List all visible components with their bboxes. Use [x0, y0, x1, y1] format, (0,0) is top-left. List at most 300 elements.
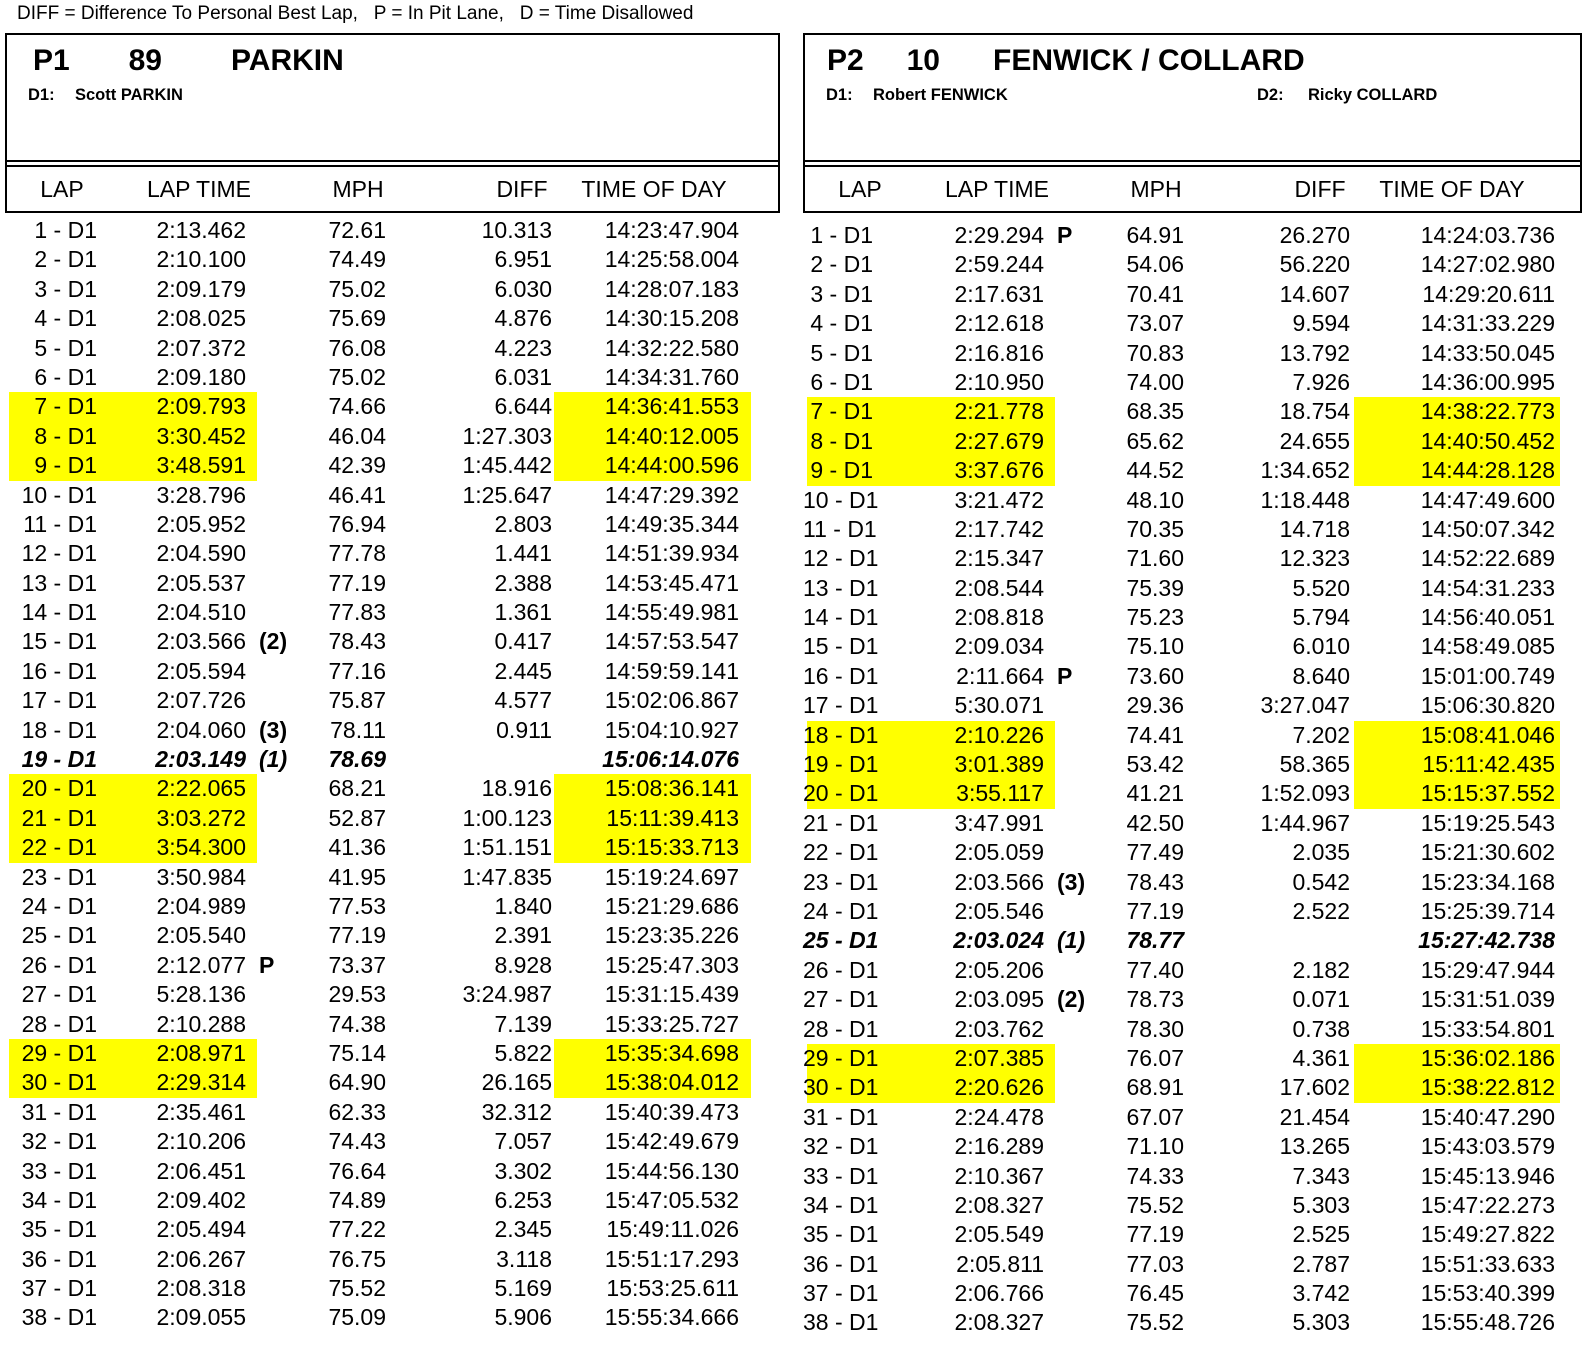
- lap-cell: 26 - D1: [803, 956, 879, 983]
- lap-row: [803, 427, 1582, 456]
- lap-row: [5, 539, 780, 568]
- mph-cell: 75.52: [328, 1275, 386, 1302]
- lap-cell: 34 - D1: [803, 1191, 879, 1218]
- diff-cell: 14.718: [1279, 515, 1350, 542]
- time-of-day-cell: 14:29:20.611: [1422, 280, 1555, 307]
- mph-cell: 74.49: [328, 246, 386, 273]
- lap-row: [5, 363, 780, 392]
- diff-cell: 1.361: [494, 599, 552, 626]
- diff-cell: 17.602: [1279, 1074, 1350, 1101]
- column-header-lap: LAP: [838, 176, 882, 202]
- lap-cell: 25 - D1: [803, 927, 879, 954]
- lap-time-cell: 2:04.510: [156, 599, 246, 626]
- driver-label: D1:: [28, 86, 55, 104]
- mph-cell: 72.61: [328, 217, 386, 243]
- lap-row: [803, 397, 1582, 426]
- diff-cell: 2.035: [1292, 839, 1350, 866]
- lap-row: [5, 216, 780, 245]
- time-of-day-cell: 14:25:58.004: [604, 246, 739, 273]
- lap-row: [5, 774, 780, 803]
- note-cell: (2): [259, 628, 288, 655]
- note-cell: P: [259, 951, 275, 978]
- lap-time-cell: 2:35.461: [156, 1098, 246, 1125]
- lap-row: [5, 510, 780, 539]
- lap-cell: 31 - D1: [21, 1098, 97, 1125]
- legend-text: DIFF = Difference To Personal Best Lap, P = In Pit Lane, D = Time Disallowed: [17, 3, 694, 24]
- mph-cell: 77.49: [1126, 839, 1184, 866]
- diff-cell: 6.253: [494, 1186, 552, 1213]
- lap-cell: 13 - D1: [21, 569, 97, 596]
- diff-cell: 18.754: [1279, 398, 1350, 425]
- panel-header: [7, 35, 778, 160]
- column-header-lap-time: LAP TIME: [147, 176, 251, 202]
- time-of-day-cell: 15:43:03.579: [1420, 1133, 1555, 1160]
- lap-row: [5, 1186, 780, 1215]
- lap-time-cell: 2:17.631: [954, 280, 1044, 307]
- lap-row: [803, 1220, 1582, 1249]
- time-of-day-cell: 15:23:35.226: [604, 922, 739, 949]
- lap-cell: 32 - D1: [803, 1133, 879, 1160]
- lap-row: [803, 603, 1582, 632]
- time-of-day-cell: 14:44:00.596: [604, 452, 739, 479]
- diff-cell: 2.445: [494, 657, 552, 684]
- lap-time-cell: 3:48.591: [156, 452, 246, 479]
- time-of-day-cell: 14:38:22.773: [1420, 398, 1555, 425]
- lap-time-cell: 2:29.294: [954, 222, 1044, 248]
- lap-row: [803, 809, 1582, 838]
- panel-header-box: [803, 33, 1582, 213]
- lap-time-cell: 2:15.347: [954, 545, 1044, 572]
- time-of-day-cell: 14:52:22.689: [1420, 545, 1555, 572]
- mph-cell: 78.77: [1126, 927, 1184, 954]
- lap-cell: 6 - D1: [810, 368, 873, 395]
- mph-cell: 74.89: [328, 1186, 386, 1213]
- lap-time-cell: 2:10.226: [954, 721, 1044, 748]
- lap-time-cell: 2:10.367: [954, 1162, 1044, 1189]
- lap-time-cell: 2:03.566: [156, 628, 246, 655]
- mph-cell: 41.21: [1126, 780, 1184, 807]
- lap-cell: 20 - D1: [803, 780, 879, 807]
- lap-time-cell: 2:07.385: [954, 1044, 1044, 1071]
- lap-time-cell: 2:20.626: [954, 1074, 1044, 1101]
- time-of-day-cell: 14:44:28.128: [1420, 457, 1555, 484]
- lap-time-cell: 2:08.327: [954, 1309, 1044, 1336]
- diff-cell: 24.655: [1279, 427, 1350, 454]
- diff-cell: 14.607: [1279, 280, 1350, 307]
- lap-time-cell: 2:05.549: [954, 1221, 1044, 1248]
- diff-cell: 1:25.647: [462, 481, 552, 508]
- mph-cell: 64.91: [1126, 222, 1184, 248]
- lap-row: [5, 863, 780, 892]
- lap-row: [5, 422, 780, 451]
- lap-cell: 21 - D1: [803, 809, 879, 836]
- lap-row: [803, 926, 1582, 955]
- time-of-day-cell: 15:51:33.633: [1420, 1250, 1555, 1277]
- mph-cell: 70.35: [1126, 515, 1184, 542]
- time-of-day-cell: 15:27:42.738: [1418, 927, 1555, 954]
- car-panel: [5, 33, 780, 1333]
- time-of-day-cell: 14:32:22.580: [604, 334, 739, 361]
- time-of-day-cell: 15:53:25.611: [606, 1275, 739, 1302]
- lap-row: [5, 1245, 780, 1274]
- time-of-day-cell: 15:19:25.543: [1420, 809, 1555, 836]
- time-of-day-cell: 15:08:41.046: [1420, 721, 1555, 748]
- time-of-day-cell: 15:44:56.130: [604, 1157, 739, 1184]
- diff-cell: 7.202: [1292, 721, 1350, 748]
- diff-cell: 0.071: [1292, 986, 1350, 1013]
- lap-cell: 20 - D1: [21, 775, 97, 802]
- diff-cell: 56.220: [1279, 251, 1350, 278]
- lap-cell: 10 - D1: [21, 481, 97, 508]
- note-cell: (1): [259, 746, 288, 773]
- lap-row: [5, 392, 780, 421]
- lap-row: [5, 1215, 780, 1244]
- lap-cell: 10 - D1: [803, 486, 879, 513]
- time-of-day-cell: 15:40:47.290: [1420, 1103, 1555, 1130]
- lap-time-cell: 2:13.462: [156, 217, 246, 243]
- lap-cell: 24 - D1: [21, 892, 97, 919]
- mph-cell: 48.10: [1126, 486, 1184, 513]
- lap-row: [803, 868, 1582, 897]
- lap-time-cell: 2:03.762: [954, 1015, 1044, 1042]
- car-name: FENWICK / COLLARD: [993, 44, 1305, 77]
- lap-row: [5, 1157, 780, 1186]
- double-rule: [805, 160, 1580, 167]
- diff-cell: 6.951: [494, 246, 552, 273]
- lap-row: [5, 275, 780, 304]
- lap-cell: 19 - D1: [21, 746, 97, 773]
- lap-cell: 34 - D1: [21, 1186, 97, 1213]
- lap-time-cell: 2:05.537: [156, 569, 246, 596]
- lap-cell: 7 - D1: [810, 398, 873, 425]
- lap-time-cell: 2:05.540: [156, 922, 246, 949]
- note-cell: (3): [1057, 868, 1086, 895]
- lap-cell: 11 - D1: [23, 510, 97, 537]
- lap-time-cell: 5:28.136: [156, 981, 246, 1008]
- time-of-day-cell: 15:45:13.946: [1420, 1162, 1555, 1189]
- lap-row: [5, 598, 780, 627]
- mph-cell: 74.43: [328, 1128, 386, 1155]
- lap-row: [803, 632, 1582, 661]
- mph-cell: 77.19: [1126, 897, 1184, 924]
- diff-cell: 3.118: [496, 1245, 552, 1272]
- mph-cell: 54.06: [1126, 251, 1184, 278]
- lap-time-cell: 2:06.267: [156, 1245, 246, 1272]
- lap-time-cell: 2:09.055: [156, 1304, 246, 1331]
- car-name: PARKIN: [231, 44, 344, 77]
- lap-cell: 4 - D1: [34, 305, 97, 332]
- lap-time-cell: 3:37.676: [954, 457, 1044, 484]
- time-of-day-cell: 15:38:22.812: [1420, 1074, 1555, 1101]
- lap-time-cell: 2:04.590: [156, 540, 246, 567]
- lap-row: [5, 892, 780, 921]
- car-panel: [803, 33, 1582, 1338]
- diff-cell: 3.302: [494, 1157, 552, 1184]
- time-of-day-cell: 14:47:49.600: [1420, 486, 1555, 513]
- mph-cell: 68.35: [1126, 398, 1184, 425]
- mph-cell: 75.39: [1126, 574, 1184, 601]
- time-of-day-cell: 15:06:30.820: [1420, 692, 1555, 719]
- lap-row: [5, 951, 780, 980]
- mph-cell: 68.91: [1126, 1074, 1184, 1101]
- lap-time-cell: 3:30.452: [156, 422, 246, 449]
- lap-time-cell: 2:21.778: [954, 398, 1044, 425]
- lap-row: [5, 657, 780, 686]
- mph-cell: 76.07: [1126, 1044, 1184, 1071]
- lap-cell: 21 - D1: [21, 804, 97, 831]
- lap-cell: 29 - D1: [803, 1044, 879, 1071]
- mph-cell: 71.60: [1126, 545, 1184, 572]
- lap-time-cell: 2:05.546: [954, 897, 1044, 924]
- mph-cell: 77.83: [328, 599, 386, 626]
- time-of-day-cell: 14:47:29.392: [604, 481, 739, 508]
- lap-time-cell: 2:12.618: [954, 310, 1044, 337]
- lap-time-cell: 2:10.206: [156, 1128, 246, 1155]
- mph-cell: 52.87: [328, 804, 386, 831]
- lap-time-cell: 2:07.726: [156, 687, 246, 714]
- lap-row: [5, 745, 780, 774]
- diff-cell: 10.313: [481, 217, 552, 243]
- double-rule: [7, 160, 778, 167]
- lap-row: [803, 1103, 1582, 1132]
- lap-time-cell: 2:07.372: [156, 334, 246, 361]
- mph-cell: 77.19: [328, 922, 386, 949]
- lap-cell: 26 - D1: [21, 951, 97, 978]
- mph-cell: 75.87: [328, 687, 386, 714]
- mph-cell: 77.40: [1126, 956, 1184, 983]
- lap-row: [803, 515, 1582, 544]
- diff-cell: 6.644: [494, 393, 552, 420]
- time-of-day-cell: 15:08:36.141: [604, 775, 739, 802]
- diff-cell: 7.139: [494, 1010, 552, 1037]
- time-of-day-cell: 15:15:37.552: [1420, 780, 1555, 807]
- lap-row: [5, 1068, 780, 1097]
- lap-time-cell: 2:03.149: [155, 746, 246, 773]
- lap-cell: 30 - D1: [803, 1074, 879, 1101]
- diff-cell: 26.270: [1279, 222, 1350, 248]
- lap-cell: 18 - D1: [21, 716, 97, 743]
- lap-cell: 33 - D1: [21, 1157, 97, 1184]
- time-of-day-cell: 14:34:31.760: [604, 363, 739, 390]
- lap-cell: 31 - D1: [803, 1103, 879, 1130]
- lap-row: [803, 691, 1582, 720]
- lap-cell: 17 - D1: [21, 687, 97, 714]
- time-of-day-cell: 15:55:34.666: [604, 1304, 739, 1331]
- mph-cell: 74.41: [1126, 721, 1184, 748]
- time-of-day-cell: 15:38:04.012: [604, 1069, 739, 1096]
- lap-time-cell: 2:10.288: [156, 1010, 246, 1037]
- mph-cell: 77.19: [1126, 1221, 1184, 1248]
- mph-cell: 42.50: [1126, 809, 1184, 836]
- time-of-day-cell: 14:49:35.344: [604, 510, 739, 537]
- driver-name: Ricky COLLARD: [1308, 86, 1438, 104]
- lap-cell: 8 - D1: [34, 422, 97, 449]
- lap-row: [803, 1308, 1582, 1337]
- lap-row: [803, 1044, 1582, 1073]
- mph-cell: 78.43: [1126, 868, 1184, 895]
- mph-cell: 46.04: [328, 422, 386, 449]
- mph-cell: 44.52: [1126, 457, 1184, 484]
- lap-time-cell: 3:01.389: [954, 751, 1044, 778]
- lap-row: [803, 456, 1582, 485]
- lap-row: [5, 481, 780, 510]
- lap-row: [803, 1162, 1582, 1191]
- diff-cell: 4.577: [494, 687, 552, 714]
- lap-cell: 5 - D1: [810, 339, 873, 366]
- lap-row: [5, 921, 780, 950]
- lap-time-cell: 2:09.402: [156, 1186, 246, 1213]
- lap-row: [803, 250, 1582, 279]
- mph-cell: 77.53: [328, 892, 386, 919]
- diff-cell: 32.312: [481, 1098, 552, 1125]
- lap-cell: 37 - D1: [803, 1280, 879, 1307]
- lap-cell: 14 - D1: [21, 599, 97, 626]
- lap-row: [5, 451, 780, 480]
- diff-cell: 13.792: [1279, 339, 1350, 366]
- diff-cell: 0.738: [1292, 1015, 1350, 1042]
- lap-cell: 4 - D1: [810, 310, 873, 337]
- lap-cell: 14 - D1: [803, 604, 879, 631]
- time-of-day-cell: 14:51:39.934: [604, 540, 739, 567]
- time-of-day-cell: 15:40:39.473: [604, 1098, 739, 1125]
- lap-cell: 24 - D1: [803, 897, 879, 924]
- diff-cell: 1.840: [494, 892, 552, 919]
- lap-time-cell: 2:27.679: [954, 427, 1044, 454]
- time-of-day-cell: 15:21:30.602: [1420, 839, 1555, 866]
- time-of-day-cell: 15:49:11.026: [606, 1216, 739, 1243]
- mph-cell: 42.39: [328, 452, 386, 479]
- diff-cell: 6.030: [494, 275, 552, 302]
- lap-cell: 36 - D1: [21, 1245, 97, 1272]
- diff-cell: 5.794: [1292, 604, 1350, 631]
- lap-time-cell: 2:05.594: [156, 657, 246, 684]
- diff-cell: 9.594: [1292, 310, 1350, 337]
- diff-cell: 2.182: [1292, 956, 1350, 983]
- lap-cell: 38 - D1: [803, 1309, 879, 1336]
- lap-row: [803, 1073, 1582, 1102]
- mph-cell: 70.41: [1126, 280, 1184, 307]
- time-of-day-cell: 15:53:40.399: [1420, 1280, 1555, 1307]
- lap-row: [803, 339, 1582, 368]
- time-of-day-cell: 15:33:54.801: [1420, 1015, 1555, 1042]
- mph-cell: 77.03: [1126, 1250, 1184, 1277]
- lap-time-cell: 2:05.494: [156, 1216, 246, 1243]
- lap-cell: 23 - D1: [21, 863, 97, 890]
- diff-cell: 1:51.151: [462, 834, 552, 861]
- diff-cell: 5.520: [1292, 574, 1350, 601]
- panel-header: [805, 35, 1580, 160]
- lap-cell: 37 - D1: [21, 1275, 97, 1302]
- lap-row: [5, 1010, 780, 1039]
- mph-cell: 73.37: [328, 951, 386, 978]
- note-cell: (3): [259, 716, 288, 743]
- time-of-day-cell: 15:55:48.726: [1420, 1309, 1555, 1336]
- position-label: P1: [33, 44, 70, 77]
- lap-row: [803, 1015, 1582, 1044]
- lap-row: [803, 309, 1582, 338]
- lap-time-cell: 3:21.472: [954, 486, 1044, 513]
- diff-cell: 1:47.835: [462, 863, 552, 890]
- note-cell: P: [1057, 662, 1073, 689]
- time-of-day-cell: 14:24:03.736: [1420, 222, 1555, 248]
- lap-time-cell: 2:05.811: [956, 1250, 1044, 1277]
- lap-cell: 16 - D1: [21, 657, 97, 684]
- lap-time-cell: 2:09.180: [156, 363, 246, 390]
- diff-cell: 4.361: [1292, 1044, 1350, 1071]
- mph-cell: 65.62: [1126, 427, 1184, 454]
- lap-time-cell: 2:09.034: [954, 633, 1044, 660]
- lap-cell: 1 - D1: [810, 222, 873, 248]
- time-of-day-cell: 15:31:51.039: [1420, 986, 1555, 1013]
- mph-cell: 75.02: [328, 275, 386, 302]
- mph-cell: 62.33: [328, 1098, 386, 1125]
- lap-time-cell: 2:08.818: [954, 604, 1044, 631]
- time-of-day-cell: 15:25:47.303: [604, 951, 739, 978]
- mph-cell: 67.07: [1126, 1103, 1184, 1130]
- time-of-day-cell: 15:15:33.713: [604, 834, 739, 861]
- lap-cell: 23 - D1: [803, 868, 879, 895]
- diff-cell: 18.916: [481, 775, 552, 802]
- driver-label: D1:: [826, 86, 853, 104]
- mph-cell: 74.33: [1126, 1162, 1184, 1189]
- diff-cell: 6.010: [1292, 633, 1350, 660]
- mph-cell: 29.53: [328, 981, 386, 1008]
- lap-row: [5, 833, 780, 862]
- lap-time-cell: 2:22.065: [156, 775, 246, 802]
- lap-time-cell: 2:29.314: [156, 1069, 246, 1096]
- driver-name: Robert FENWICK: [873, 86, 1008, 104]
- driver-list: [7, 85, 778, 109]
- mph-cell: 74.00: [1126, 368, 1184, 395]
- time-of-day-cell: 15:49:27.822: [1420, 1221, 1555, 1248]
- diff-cell: 2.787: [1292, 1250, 1350, 1277]
- mph-cell: 78.69: [328, 746, 386, 773]
- lap-row: [5, 569, 780, 598]
- mph-cell: 77.78: [328, 540, 386, 567]
- lap-time-cell: 3:54.300: [156, 834, 246, 861]
- mph-cell: 76.08: [328, 334, 386, 361]
- diff-cell: 0.911: [496, 716, 552, 743]
- time-of-day-cell: 15:23:34.168: [1420, 868, 1555, 895]
- time-of-day-cell: 15:11:39.413: [606, 804, 739, 831]
- lap-cell: 22 - D1: [803, 839, 879, 866]
- diff-cell: 4.876: [494, 305, 552, 332]
- lap-row: [803, 574, 1582, 603]
- diff-cell: 1:18.448: [1260, 486, 1350, 513]
- lap-cell: 35 - D1: [21, 1216, 97, 1243]
- car-number: 10: [906, 44, 940, 77]
- lap-cell: 6 - D1: [34, 363, 97, 390]
- lap-cell: 22 - D1: [21, 834, 97, 861]
- mph-cell: 75.14: [328, 1039, 386, 1066]
- lap-time-cell: 2:16.289: [954, 1133, 1044, 1160]
- time-of-day-cell: 15:51:17.293: [604, 1245, 739, 1272]
- mph-cell: 53.42: [1126, 751, 1184, 778]
- lap-time-cell: 2:08.025: [156, 305, 246, 332]
- mph-cell: 78.30: [1126, 1015, 1184, 1042]
- mph-cell: 29.36: [1126, 692, 1184, 719]
- lap-cell: 11 - D1: [803, 515, 877, 542]
- lap-row: [5, 245, 780, 274]
- diff-cell: 5.303: [1292, 1191, 1350, 1218]
- time-of-day-cell: 15:21:29.686: [604, 892, 739, 919]
- lap-row: [803, 221, 1582, 250]
- column-header-time-of-day: TIME OF DAY: [581, 176, 727, 202]
- lap-row: [803, 1250, 1582, 1279]
- diff-cell: 1:34.652: [1260, 457, 1350, 484]
- lap-cell: 28 - D1: [803, 1015, 879, 1042]
- column-header-diff: DIFF: [1294, 176, 1346, 202]
